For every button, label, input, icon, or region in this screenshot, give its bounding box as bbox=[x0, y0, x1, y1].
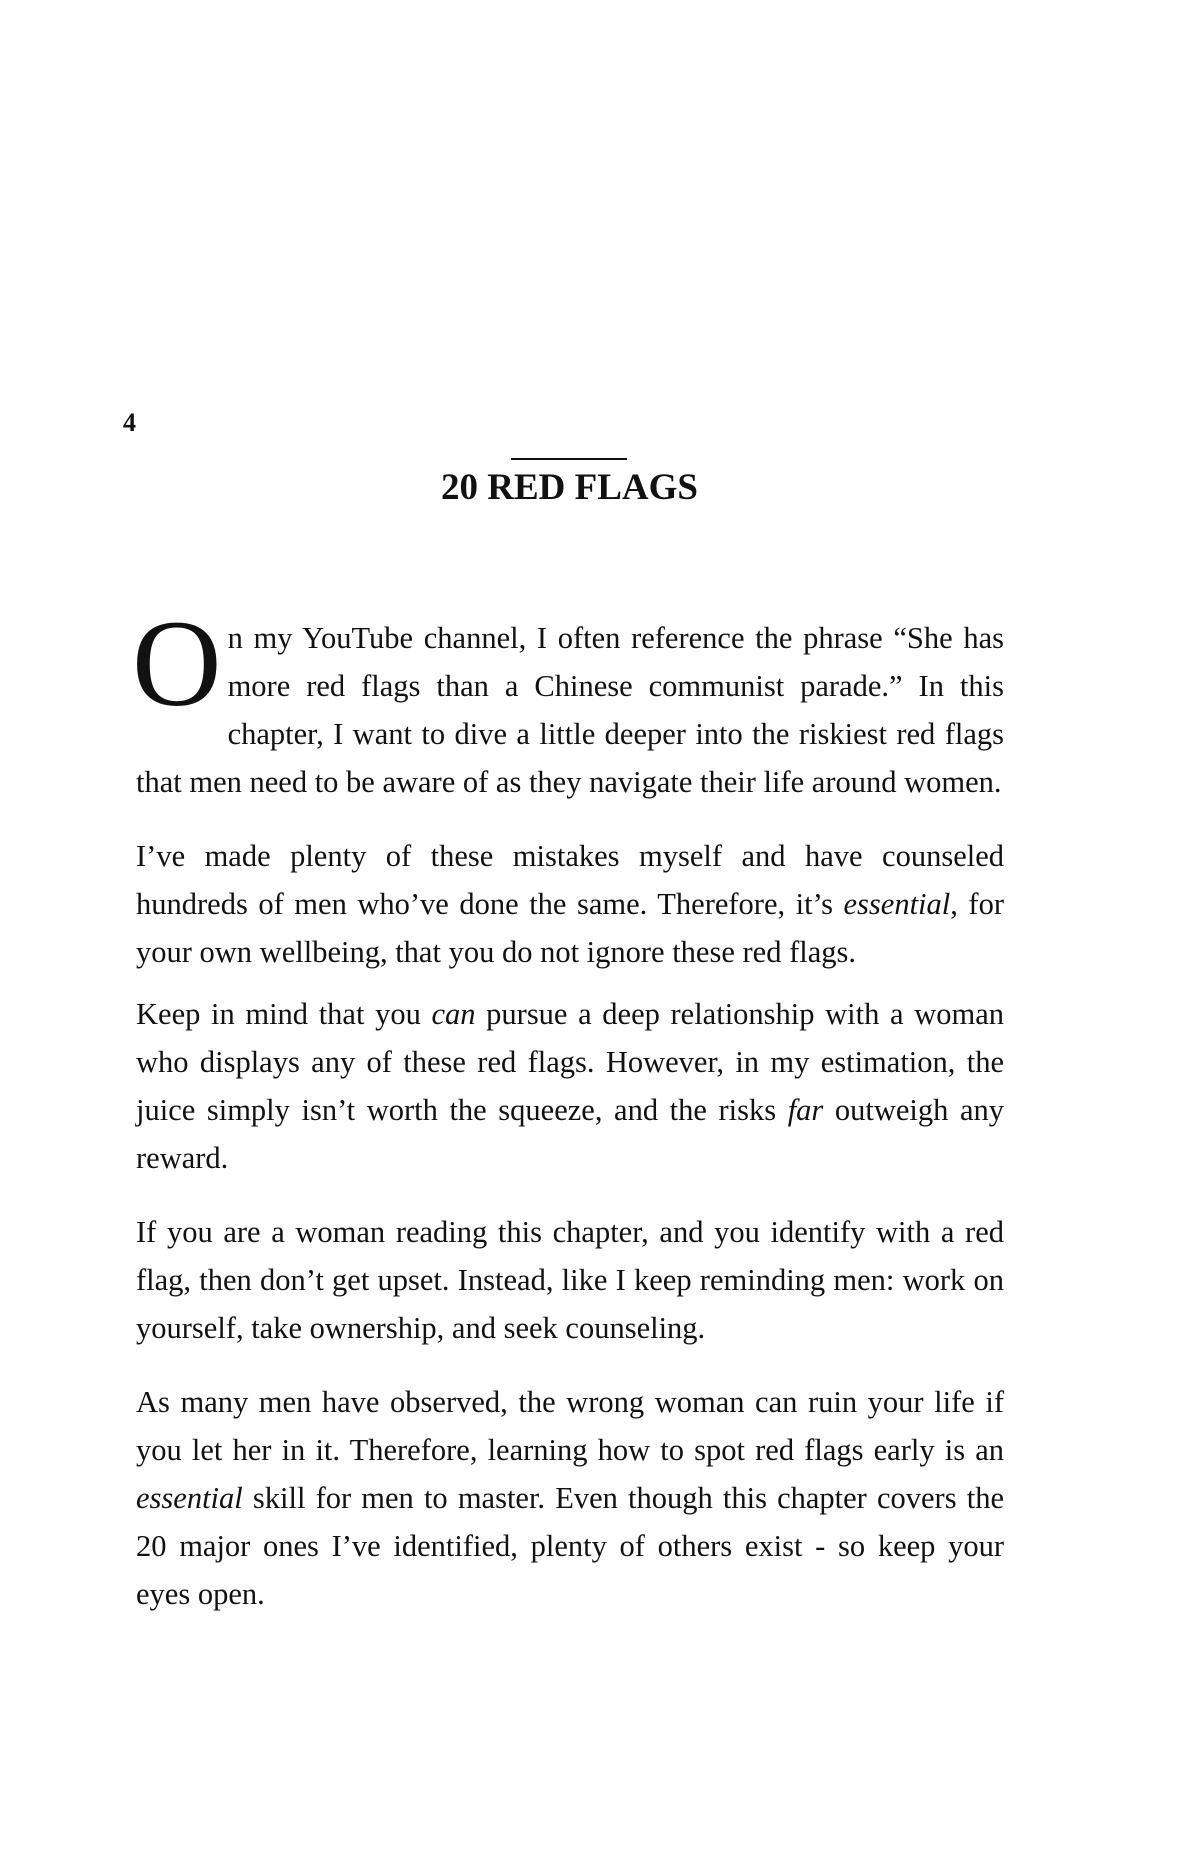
paragraph-3-emphasis-1: can bbox=[431, 997, 476, 1031]
paragraph-3-text-after: outweigh any reward. bbox=[136, 1093, 1004, 1175]
paragraph-5 bbox=[136, 1378, 1004, 1618]
paragraph-1 bbox=[132, 595, 1004, 806]
paragraph-2-text-after: , for your own wellbeing, that you do not ignore these red flags. bbox=[136, 887, 1004, 969]
paragraph-2-text-before: I’ve made plenty of these mistakes myself and have counseled hundreds of men who’ve done the same. Therefore, it’s bbox=[136, 839, 1004, 921]
chapter-number: 4 bbox=[123, 408, 136, 437]
paragraph-2-emphasis: essential bbox=[843, 887, 951, 921]
paragraph-1-text: n my YouTube channel, I often reference the phrase “She has more red flags than a Chinese communist parade.” In this chapter, I want to dive a little deeper into the riskiest red flags that men need to be aware of as they navigate their life around women. bbox=[136, 621, 1004, 799]
paragraph-2 bbox=[136, 832, 1004, 976]
paragraph-3 bbox=[136, 990, 1004, 1182]
paragraph-4 bbox=[136, 1208, 1004, 1352]
chapter-body bbox=[132, 595, 1004, 1618]
paragraph-4-text: If you are a woman reading this chapter, and you identify with a red flag, then don’t get upset. Instead, like I keep reminding men: work on yourself, take ownership, and seek counseling. bbox=[136, 1215, 1004, 1345]
paragraph-5-emphasis: essential bbox=[136, 1481, 243, 1515]
paragraph-3-text-middle: pursue a deep relationship with a woman who displays any of these red flags. However, in my estimation, the juice simply isn’t worth the squeeze, and the risks bbox=[136, 997, 1004, 1127]
title-rule bbox=[511, 458, 627, 460]
paragraph-5-text-after: skill for men to master. Even though this chapter covers the 20 major ones I’ve identified, plenty of others exist - so keep your eyes open. bbox=[136, 1481, 1004, 1611]
drop-cap: O bbox=[132, 595, 222, 732]
chapter-title: 20 RED FLAGS bbox=[441, 467, 698, 508]
paragraph-3-text-before: Keep in mind that you bbox=[136, 997, 432, 1031]
paragraph-3-emphasis-2: far bbox=[787, 1093, 824, 1127]
paragraph-5-text-before: As many men have observed, the wrong woman can ruin your life if you let her in it. Therefore, learning how to spot red flags early is an bbox=[136, 1385, 1004, 1467]
